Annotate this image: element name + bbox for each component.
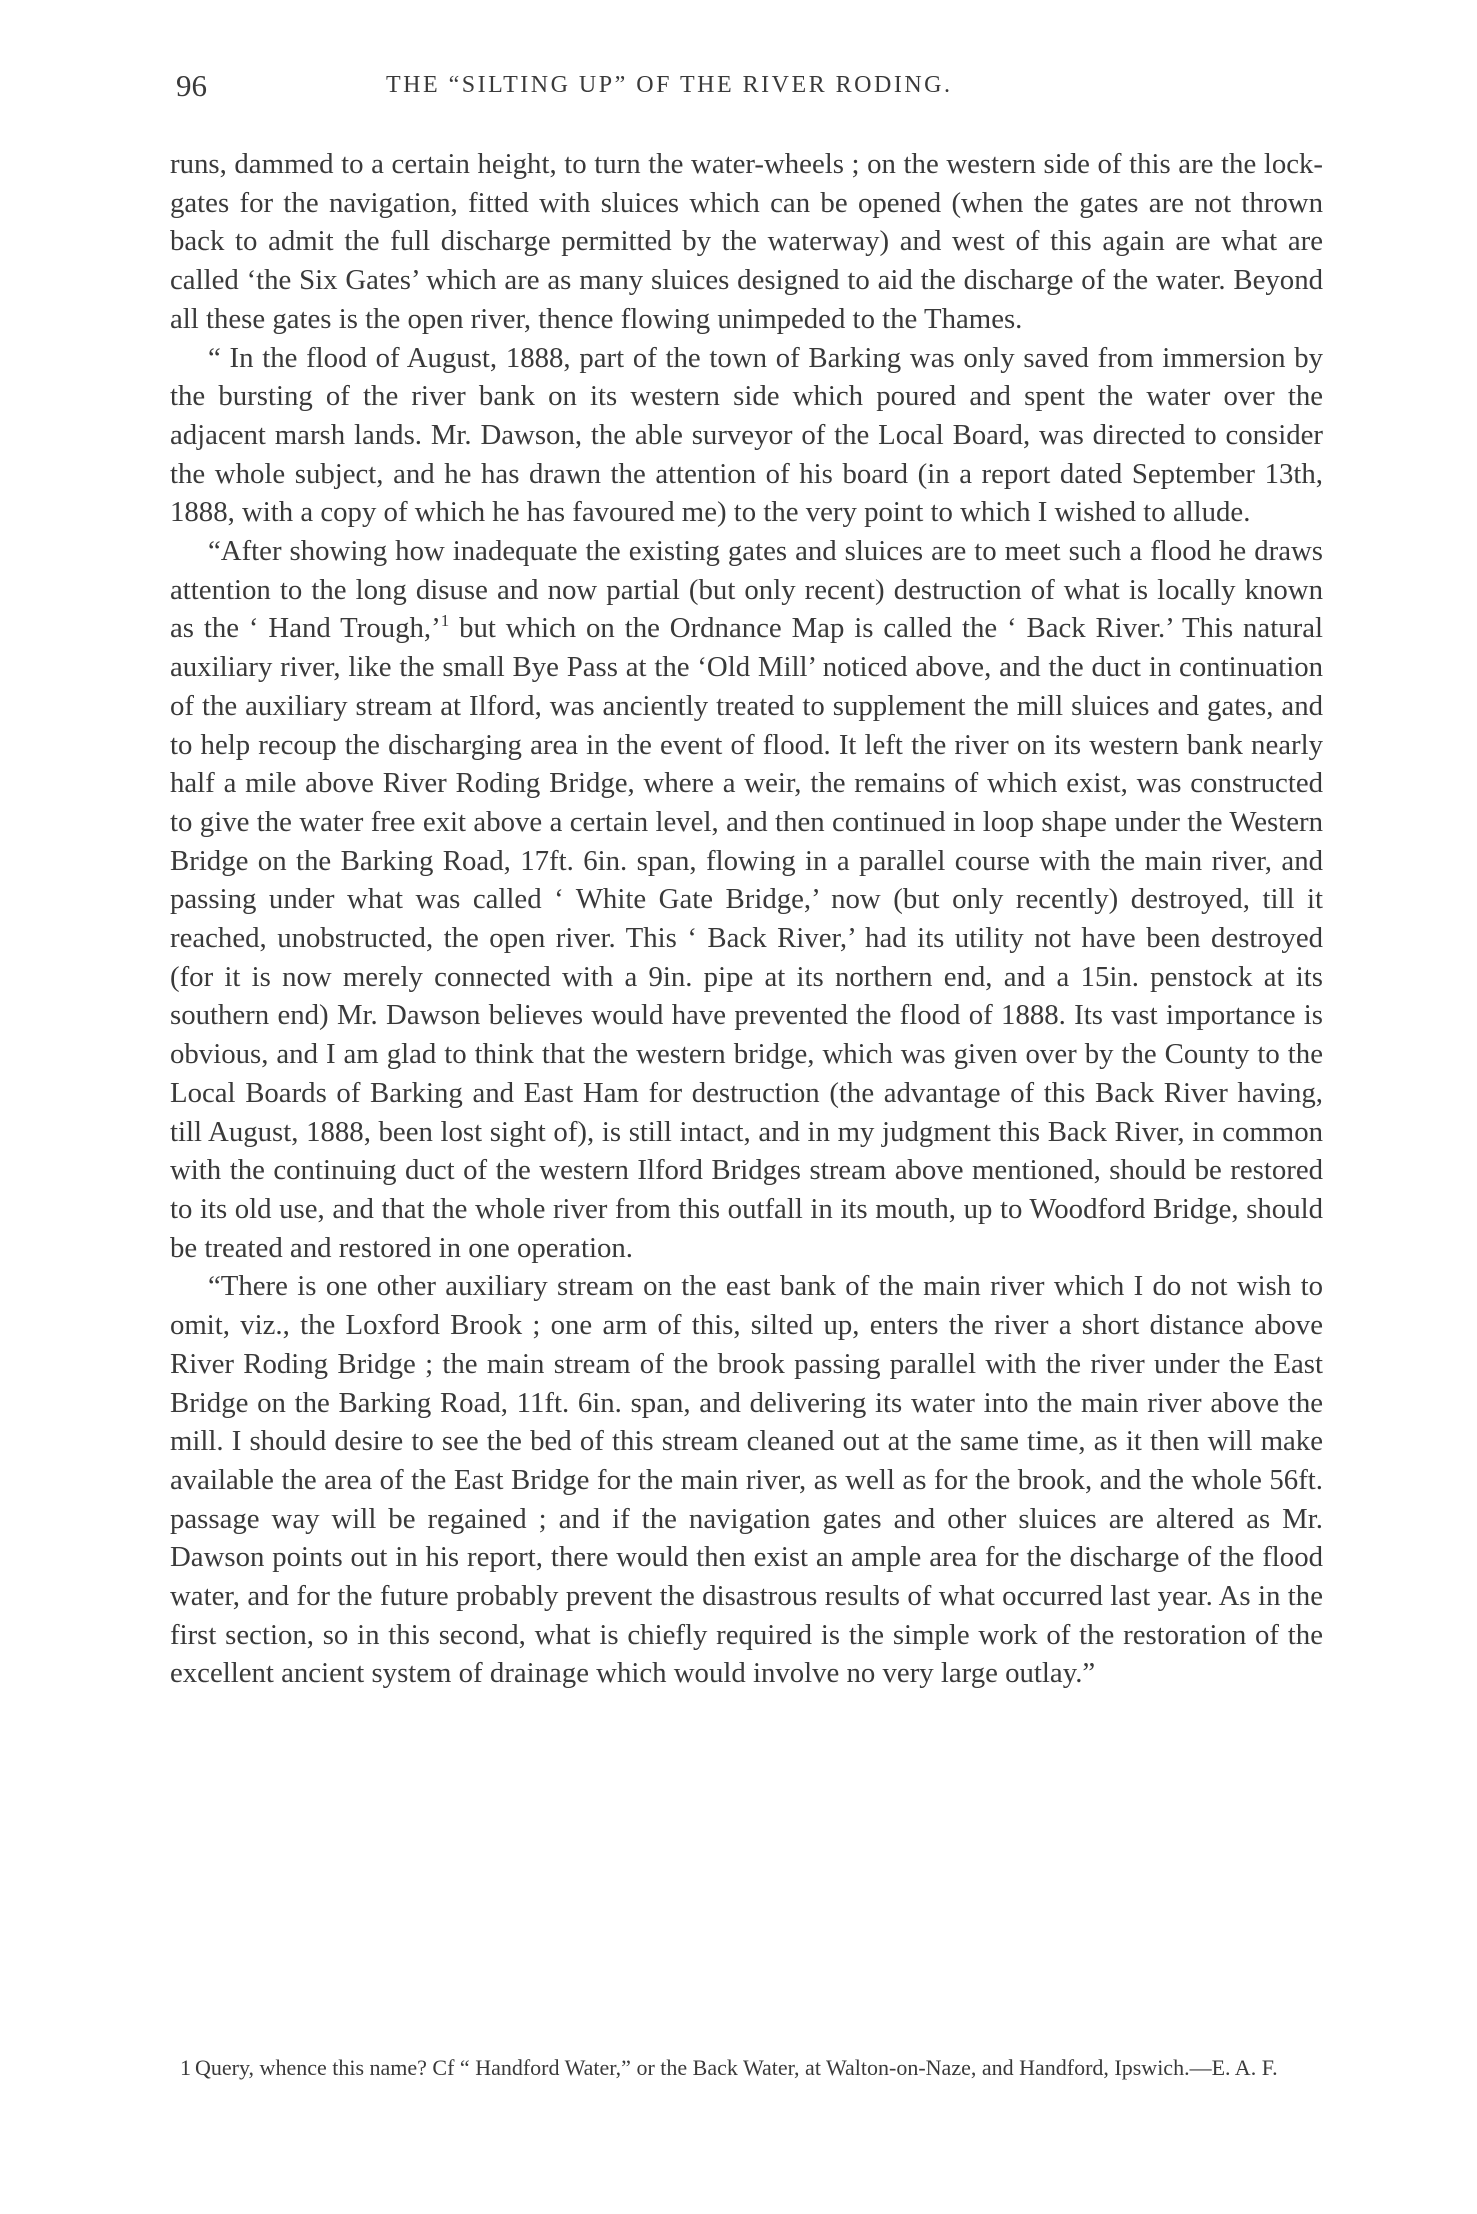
- paragraph-4: “There is one other auxiliary stream on the east bank of the main river which I do not wish to omit, viz., the Loxford Brook ; one arm of this, silted up, enters the river a short distance above River Roding Bridge ; the main stream of the brook passing parallel with the river under the East Bridge on the Barking Road, 11ft. 6in. span, and delivering its water into the main river above the mill. I should desire to see the bed of this stream cleaned out at the same time, as it then will make available the area of the East Bridge for the main river, as well as for the brook, and the whole 56ft. passage way will be regained ; and if the navigation gates and other sluices are altered as Mr. Dawson points out in his report, there would then exist an ample area for the discharge of the flood water, and for the future probably prevent the disastrous results of what occurred last year. As in the first section, so in this second, what is chiefly required is the simple work of the restoration of the excellent ancient system of drainage which would involve no very large outlay.”: [170, 1270, 1323, 1690]
- footnote-reference: 1: [440, 611, 450, 631]
- footnote-number: 1: [180, 2055, 191, 2080]
- paragraph-3-part-1: “After showing how inadequate the existing gates and sluices are to meet such a flood he draws attention to the long disuse and now partial (but only recent) destruction of what is locally known as the ‘ Hand Trough,’: [170, 535, 1323, 645]
- page-number: 96: [176, 68, 207, 103]
- footnote-text: Query, whence this name? Cf “ Handford Water,” or the Back Water, at Walton-on-Naze, and Handford, Ipswich.—E. A. F.: [195, 2055, 1278, 2080]
- running-title: THE “SILTING UP” OF THE RIVER RODING.: [386, 72, 953, 98]
- paragraph-3: [170, 532, 1323, 1267]
- body-text: [170, 145, 1323, 1693]
- footnote: [170, 2053, 1323, 2082]
- page-header: [176, 68, 1326, 112]
- paragraph-2: “ In the flood of August, 1888, part of the town of Barking was only saved from immersion by the bursting of the river bank on its western side which poured and spent the water over the adjacent marsh lands. Mr. Dawson, the able surveyor of the Local Board, was directed to consider the whole subject, and he has drawn the attention of his board (in a report dated September 13th, 1888, with a copy of which he has favoured me) to the very point to which I wished to allude.: [170, 341, 1323, 529]
- paragraph-1: runs, dammed to a certain height, to turn the water-wheels ; on the western side of this are the lock-gates for the navigation, fitted with sluices which can be opened (when the gates are not thrown back to admit the full discharge permitted by the waterway) and west of this again are what are called ‘the Six Gates’ which are as many sluices designed to aid the discharge of the water. Beyond all these gates is the open river, thence flowing unimpeded to the Thames.: [170, 148, 1323, 335]
- paragraph-3-part-2: but which on the Ordnance Map is called the ‘ Back River.’ This natural auxiliary river, like the small Bye Pass at the ‘Old Mill’ noticed above, and the duct in continuation of the auxiliary stream at Ilford, was anciently treated to supplement the mill sluices and gates, and to help recoup the discharging area in the event of flood. It left the river on its western bank nearly half a mile above River Roding Bridge, where a weir, the remains of which exist, was constructed to give the water free exit above a certain level, and then continued in loop shape under the Western Bridge on the Barking Road, 17ft. 6in. span, flowing in a parallel course with the main river, and passing under what was called ‘ White Gate Bridge,’ now (but only recently) destroyed, till it reached, unobstructed, the open river. This ‘ Back River,’ had its utility not have been destroyed (for it is now merely connected with a 9in. pipe at its northern end, and a 15in. penstock at its southern end) Mr. Dawson believes would have prevented the flood of 1888. Its vast importance is obvious, and I am glad to think that the western bridge, which was given over by the County to the Local Boards of Barking and East Ham for destruction (the advantage of this Back River having, till August, 1888, been lost sight of), is still intact, and in my judgment this Back River, in common with the continuing duct of the western Ilford Bridges stream above mentioned, should be restored to its old use, and that the whole river from this outfall in its mouth, up to Woodford Bridge, should be treated and restored in one operation.: [170, 612, 1323, 1264]
